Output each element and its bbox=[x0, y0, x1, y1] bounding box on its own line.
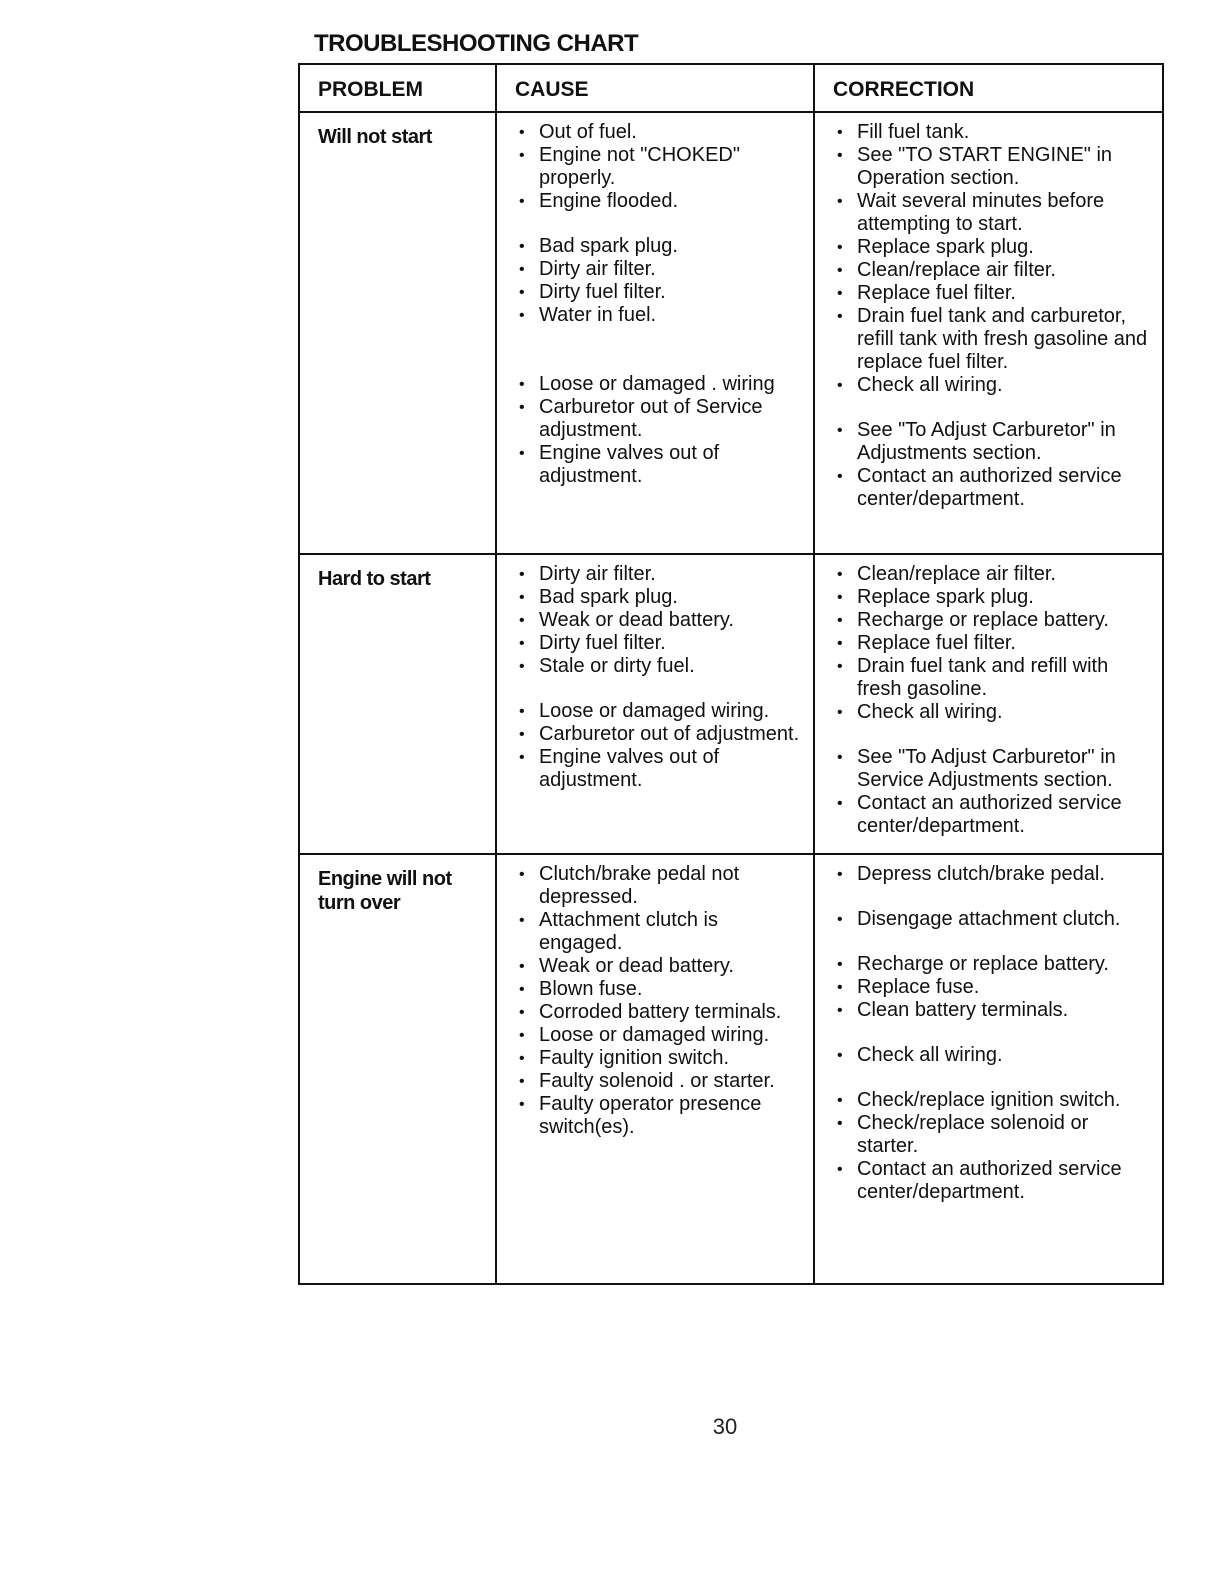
header-cause: CAUSE bbox=[496, 65, 814, 112]
list-item: • Stale or dirty fuel. bbox=[509, 655, 805, 678]
correction-cell bbox=[814, 854, 1162, 1283]
problem-label: Hard to start bbox=[318, 568, 431, 590]
list-item: • Loose or damaged wiring. bbox=[509, 1024, 805, 1047]
list-item: • Depress clutch/brake pedal. bbox=[827, 863, 1154, 886]
list-item: • Attachment clutch is engaged. bbox=[509, 909, 805, 955]
page-title: TROUBLESHOOTING CHART bbox=[314, 30, 639, 57]
correction-list bbox=[827, 863, 1154, 1204]
list-item: • Carburetor out of adjustment. bbox=[509, 723, 805, 746]
list-item: • Engine flooded. bbox=[509, 190, 805, 213]
list-item: • Check all wiring. bbox=[827, 1044, 1154, 1067]
header-row bbox=[300, 65, 1162, 112]
list-item: • Weak or dead battery. bbox=[509, 955, 805, 978]
cause-cell bbox=[496, 112, 814, 554]
list-item: • Check/replace ignition switch. bbox=[827, 1089, 1154, 1112]
list-item: • Replace fuel filter. bbox=[827, 282, 1154, 305]
problem-cell bbox=[300, 554, 496, 854]
cause-cell bbox=[496, 554, 814, 854]
list-item: • Bad spark plug. bbox=[509, 235, 805, 258]
list-item: • Corroded battery terminals. bbox=[509, 1001, 805, 1024]
list-item: • Recharge or replace battery. bbox=[827, 609, 1154, 632]
list-item: • Dirty air filter. bbox=[509, 563, 805, 586]
list-item: • See "To Adjust Carburetor" in Service Adjustments section. bbox=[827, 746, 1154, 792]
list-item: • Bad spark plug. bbox=[509, 586, 805, 609]
header-problem: PROBLEM bbox=[300, 65, 496, 112]
list-item: • See "TO START ENGINE" in Operation section. bbox=[827, 144, 1154, 190]
list-item: • Drain fuel tank and refill with fresh gasoline. bbox=[827, 655, 1154, 701]
list-item: • Dirty air filter. bbox=[509, 258, 805, 281]
troubleshooting-chart bbox=[298, 63, 1164, 1285]
list-item: • Engine not "CHOKED" properly. bbox=[509, 144, 805, 190]
problem-cell bbox=[300, 854, 496, 1283]
list-item: • Check all wiring. bbox=[827, 374, 1154, 397]
problem-cell bbox=[300, 112, 496, 554]
cause-list bbox=[509, 563, 805, 792]
list-item: • Blown fuse. bbox=[509, 978, 805, 1001]
cause-list bbox=[509, 863, 805, 1139]
list-item: • Drain fuel tank and carburetor, refill tank with fresh gasoline and replace fuel filter. bbox=[827, 305, 1154, 374]
list-item: • See "To Adjust Carburetor" in Adjustments section. bbox=[827, 419, 1154, 465]
problem-label: Will not start bbox=[318, 126, 432, 148]
list-item: • Check all wiring. bbox=[827, 701, 1154, 724]
list-item: • Contact an authorized service center/department. bbox=[827, 1158, 1154, 1204]
list-item: • Weak or dead battery. bbox=[509, 609, 805, 632]
list-item: • Wait several minutes before attempting to start. bbox=[827, 190, 1154, 236]
list-item: • Loose or damaged . wiring bbox=[509, 373, 805, 396]
list-item: • Clean battery terminals. bbox=[827, 999, 1154, 1022]
list-item: • Clutch/brake pedal not depressed. bbox=[509, 863, 805, 909]
list-item: • Faulty solenoid . or starter. bbox=[509, 1070, 805, 1093]
cause-list bbox=[509, 121, 805, 488]
list-item: • Dirty fuel filter. bbox=[509, 281, 805, 304]
list-item: • Dirty fuel filter. bbox=[509, 632, 805, 655]
table-row bbox=[300, 554, 1162, 854]
list-item: • Engine valves out of adjustment. bbox=[509, 442, 805, 488]
list-item: • Replace spark plug. bbox=[827, 586, 1154, 609]
page-number: 30 bbox=[712, 1414, 738, 1439]
list-item: • Water in fuel. bbox=[509, 304, 805, 327]
list-item: • Contact an authorized service center/department. bbox=[827, 465, 1154, 511]
correction-cell bbox=[814, 112, 1162, 554]
list-item: • Check/replace solenoid or starter. bbox=[827, 1112, 1154, 1158]
list-item: • Replace fuel filter. bbox=[827, 632, 1154, 655]
list-item: • Engine valves out of adjustment. bbox=[509, 746, 805, 792]
list-item: • Recharge or replace battery. bbox=[827, 953, 1154, 976]
list-item: • Carburetor out of Service adjustment. bbox=[509, 396, 805, 442]
list-item: • Out of fuel. bbox=[509, 121, 805, 144]
correction-cell bbox=[814, 554, 1162, 854]
correction-list bbox=[827, 563, 1154, 838]
cause-cell bbox=[496, 854, 814, 1283]
list-item: • Fill fuel tank. bbox=[827, 121, 1154, 144]
header-correction: CORRECTION bbox=[814, 65, 1162, 112]
table-row bbox=[300, 112, 1162, 554]
list-item: • Replace spark plug. bbox=[827, 236, 1154, 259]
correction-list bbox=[827, 121, 1154, 511]
troubleshooting-table bbox=[300, 65, 1162, 1283]
list-item: • Replace fuse. bbox=[827, 976, 1154, 999]
list-item: • Disengage attachment clutch. bbox=[827, 908, 1154, 931]
list-item: • Contact an authorized service center/department. bbox=[827, 792, 1154, 838]
table-row bbox=[300, 854, 1162, 1283]
list-item: • Faulty ignition switch. bbox=[509, 1047, 805, 1070]
list-item: • Clean/replace air filter. bbox=[827, 563, 1154, 586]
problem-label: Engine will not turn over bbox=[318, 868, 452, 914]
list-item: • Loose or damaged wiring. bbox=[509, 700, 805, 723]
list-item: • Faulty operator presence switch(es). bbox=[509, 1093, 805, 1139]
list-item: • Clean/replace air filter. bbox=[827, 259, 1154, 282]
